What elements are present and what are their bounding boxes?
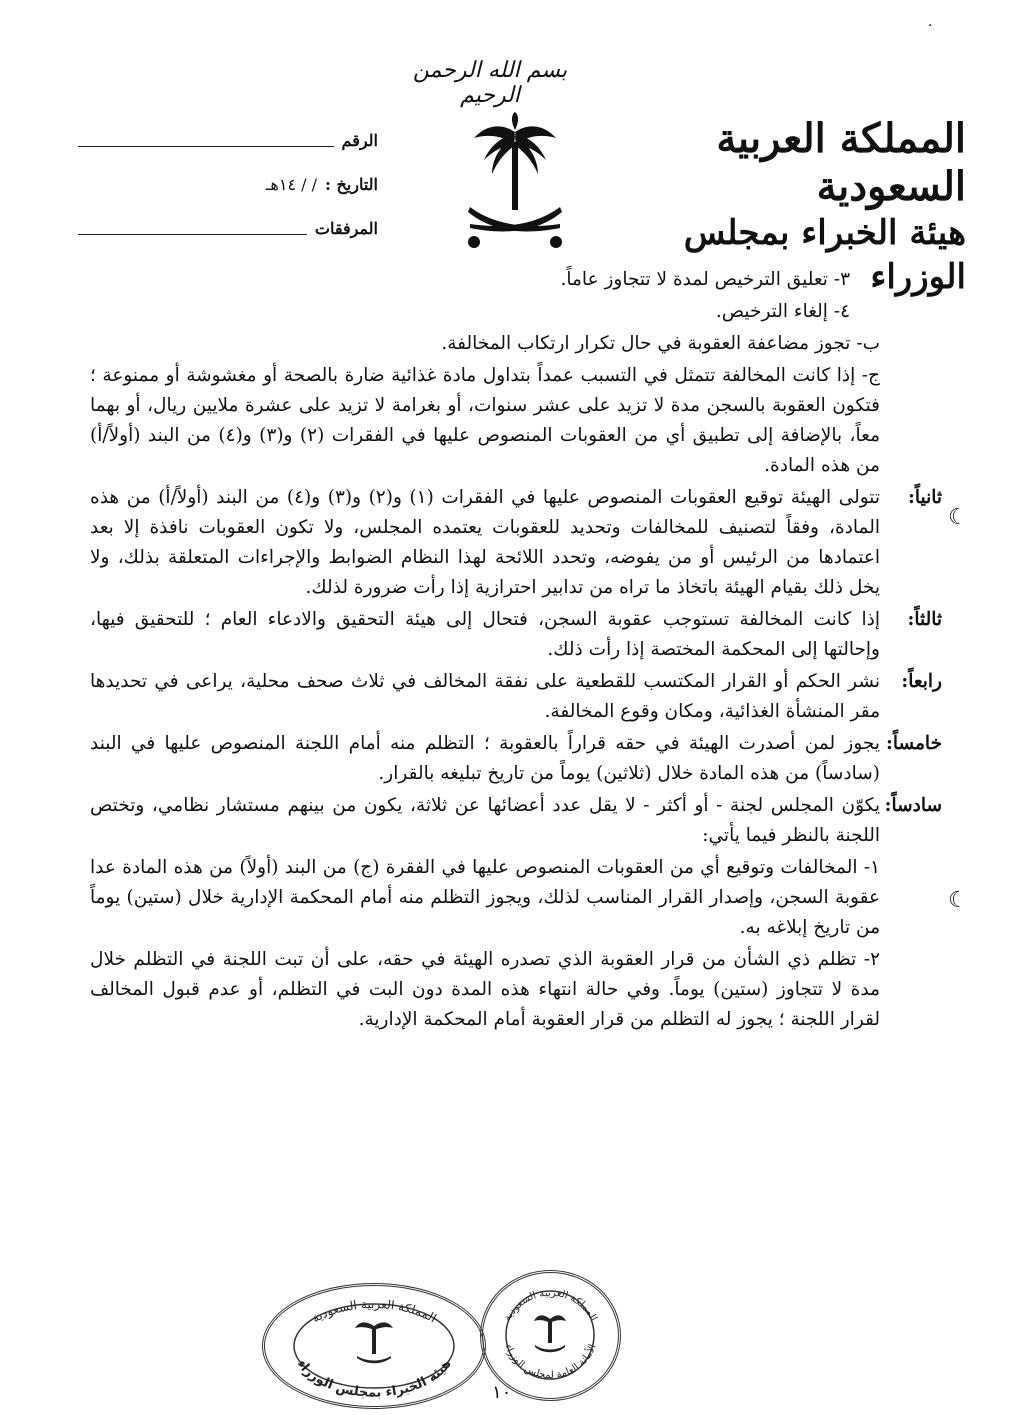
margin-mark: ☾: [948, 888, 968, 913]
attachments-label: المرفقات: [314, 218, 378, 238]
seal-left-top-text: المملكة العربية السعودية: [309, 1297, 439, 1326]
attachments-row: [78, 206, 378, 250]
date-row: [78, 162, 378, 206]
svg-text:هيئة الخبراء بمجلس الوزراء: [294, 1357, 455, 1401]
margin-mark: ☾: [948, 505, 968, 530]
section-second: [90, 483, 942, 603]
seal-right-text: الأمانة العامة لمجلس الوزراء: [502, 1342, 599, 1382]
section-fifth: [90, 729, 942, 789]
document-meta: [78, 118, 378, 250]
section-fourth-lead: رابعاً:: [901, 671, 942, 692]
ref-field: [78, 134, 334, 147]
seal-emblem-icon: [534, 1315, 566, 1352]
attachments-field: [78, 222, 307, 235]
section-sixth-item-1: ١- المخالفات وتوقيع أي من العقوبات المنصوص عليها في الفقرة (ج) من البند (أولاً) من هذه المادة عدا عقوبة السجن، وإصدار القرار المناسب لذلك، ويجوز التظلم منه أمام المحكمة الإدارية خلال (ستين) يوماً من تاريخ إبلاغه به.: [90, 857, 880, 938]
date-label: التاريخ :: [324, 174, 378, 194]
section-third: [90, 605, 942, 665]
clause-b: ب- تجوز مضاعفة العقوبة في حال تكرار ارتكاب المخالفة.: [441, 333, 880, 354]
ref-row: [78, 118, 378, 162]
palm-swords-emblem-icon: [460, 112, 570, 257]
date-value: / / ١٤هـ: [265, 174, 317, 194]
margin-dot: ·: [928, 18, 933, 34]
kingdom-name: المملكة العربية السعودية: [716, 115, 966, 210]
svg-text:الأمانة العامة لمجلس الوزراء: [502, 1343, 598, 1381]
section-sixth-item-2: ٢- تظلم ذي الشأن من قرار العقوبة الذي تصدره الهيئة في حقه، على أن تبت اللجنة في التظلم خلال مدة لا تتجاوز (ستين) يوماً. وفي حالة انتهاء هذه المدة دون البت في التظلم، أو عدم قبول المخالف لقرار اللجنة ؛ يجوز له التظلم من قرار العقوبة أمام المحكمة الإدارية.: [90, 949, 880, 1030]
section-sixth-text: يكوّن المجلس لجنة - أو أكثر - لا يقل عدد أعضائها عن ثلاثة، يكون من بينهم مستشار نظامي، وتختص اللجنة بالنظر فيما يأتي:: [90, 795, 880, 846]
basmala: بسم الله الرحمن الرحيم: [412, 58, 568, 108]
svg-text:المملكة العربية السعودية: [502, 1288, 599, 1323]
section-sixth-lead: سادساً:: [884, 795, 942, 816]
section-third-lead: ثالثاً:: [907, 609, 942, 630]
document-body: [90, 265, 942, 1037]
clause-3: ٣- تعليق الترخيص لمدة لا تتجاوز عاماً.: [560, 269, 850, 290]
section-third-text: إذا كانت المخالفة تستوجب عقوبة السجن، فتحال إلى هيئة التحقيق والادعاء العام ؛ للتحقيق فيها، وإحالتها إلى المحكمة المختصة إذا رأت ذلك.: [90, 609, 880, 660]
ref-label: الرقم: [341, 130, 378, 150]
seal-left-text: هيئة الخبراء بمجلس الوزراء: [293, 1356, 455, 1401]
svg-text:المملكة العربية السعودية: [309, 1297, 439, 1325]
clause-4: ٤- إلغاء الترخيص.: [715, 301, 850, 322]
official-seal-left: [262, 1283, 486, 1409]
section-fifth-lead: خامساً:: [886, 733, 942, 754]
clause-j: ج- إذا كانت المخالفة تتمثل في التسبب عمداً بتداول مادة غذائية ضارة بالصحة أو مغشوشة أو ممنوعة ؛ فتكون العقوبة بالسجن مدة لا تزيد على عشر سنوات، أو بغرامة لا تزيد على عشرة ملايين ريال، أو بهما معاً، بالإضافة إلى تطبيق أي من العقوبات المنصوص عليها في الفقرات (٢) و(٣) و(٤) من البند (أولاً/أ) من هذه المادة.: [90, 365, 881, 476]
section-fourth-text: نشر الحكم أو القرار المكتسب للقطعية على نفقة المخالف في ثلاث صحف محلية، يراعى في تحديدها مقر المنشأة الغذائية، ومكان وقوع المخالفة.: [90, 671, 880, 722]
authority-name: هيئة الخبراء بمجلس الوزراء: [683, 213, 966, 297]
page-number: ١٠: [492, 1382, 512, 1403]
seal-emblem-icon: [355, 1322, 393, 1363]
section-second-lead: ثانياً:: [908, 487, 942, 508]
section-second-text: تتولى الهيئة توقيع العقوبات المنصوص عليها في الفقرات (١) و(٢) و(٣) و(٤) من البند (أولاً/أ) من هذه المادة، وفقاً لتصنيف للمخالفات وتحديد للعقوبات يعتمده المجلس، ولا تكون العقوبات نافذة إلا بعد اعتمادها من الرئيس أو من يفوضه، وتحدد اللائحة لهذا النظام الضوابط والإجراءات المتعلقة بذلك، ولا يخل ذلك بقيام الهيئة باتخاذ ما تراه من تدابير احترازية إذا رأت ضرورة لذلك.: [90, 487, 881, 598]
section-fifth-text: يجوز لمن أصدرت الهيئة في حقه قراراً بالعقوبة ؛ التظلم منه أمام اللجنة المنصوص عليها في البند (سادساً) من هذه المادة خلال (ثلاثين) يوماً من تاريخ تبليغه بالقرار.: [90, 733, 880, 784]
seal-right-top-text: المملكة العربية السعودية: [502, 1287, 599, 1324]
section-sixth: [90, 791, 942, 851]
section-fourth: [90, 667, 942, 727]
